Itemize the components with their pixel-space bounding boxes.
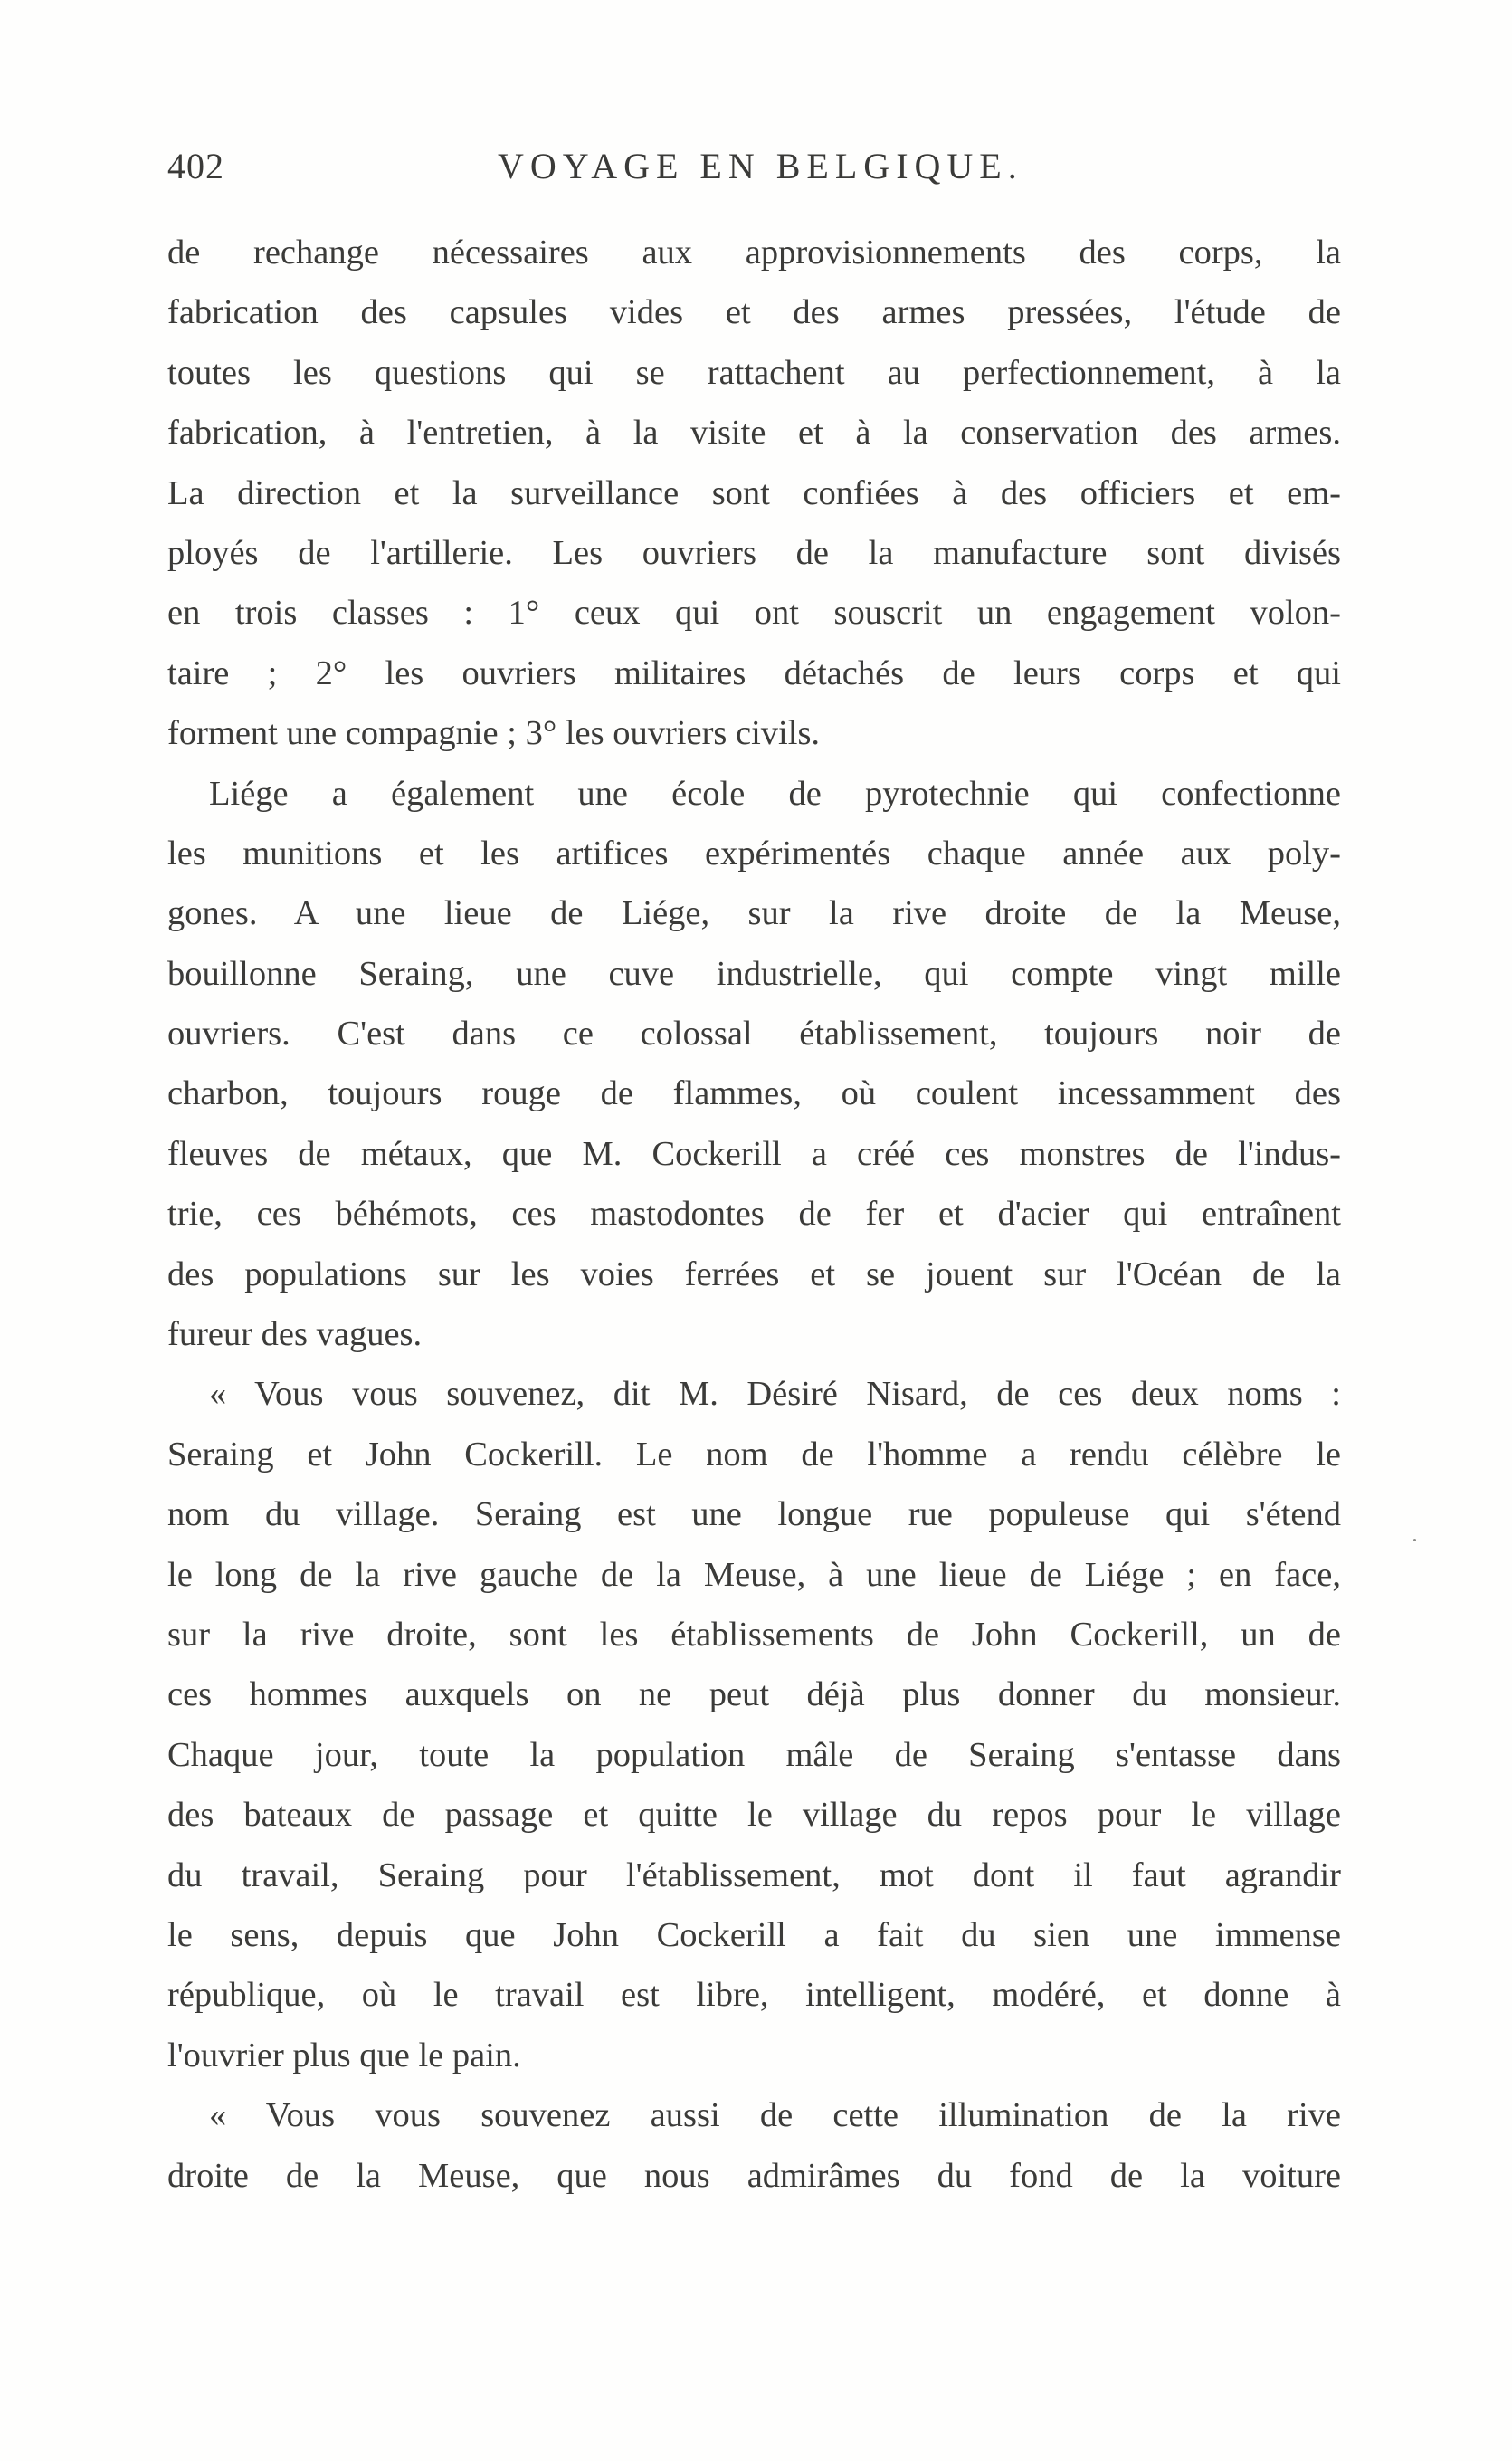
paragraph-manufacture	[167, 223, 1341, 764]
text-line: charbon, toujours rouge de flammes, où coulent incessamment des	[167, 1074, 1341, 1113]
text-line: république, où le travail est libre, intelligent, modéré, et donne à	[167, 1976, 1341, 2015]
text-line: droite de la Meuse, que nous admirâmes du fond de la voiture	[167, 2156, 1341, 2195]
text-line: fureur des vagues.	[167, 1315, 423, 1354]
text-line: en trois classes : 1° ceux qui ont souscrit un engagement volon-	[167, 594, 1341, 633]
text-line: les munitions et les artifices expérimentés chaque année aux poly-	[167, 834, 1341, 873]
text-line: le long de la rive gauche de la Meuse, à une lieue de Liége ; en face,	[167, 1555, 1341, 1594]
text-line: l'ouvrier plus que le pain.	[167, 2036, 521, 2075]
text-line: forment une compagnie ; 3° les ouvriers civils.	[167, 714, 821, 753]
text-line: le sens, depuis que John Cockerill a fait du sien une immense	[167, 1915, 1341, 1954]
text-line: des populations sur les voies ferrées et se jouent sur l'Océan de la	[167, 1254, 1341, 1293]
text-line: ces hommes auxquels on ne peut déjà plus donner du monsieur.	[167, 1675, 1341, 1714]
text-line: gones. A une lieue de Liége, sur la rive droite de la Meuse,	[167, 894, 1341, 933]
text-line: fabrication des capsules vides et des armes pressées, l'étude de	[167, 293, 1341, 332]
text-line: fleuves de métaux, que M. Cockerill a créé ces monstres de l'indus-	[167, 1134, 1341, 1173]
text-line: Chaque jour, toute la population mâle de Seraing s'entasse dans	[167, 1735, 1341, 1774]
text-line: bouillonne Seraing, une cuve industrielle, qui compte vingt mille	[167, 954, 1341, 993]
text-line: La direction et la surveillance sont confiées à des officiers et em-	[167, 473, 1341, 512]
text-line: ouvriers. C'est dans ce colossal établissement, toujours noir de	[167, 1015, 1341, 1054]
text-line: nom du village. Seraing est une longue rue populeuse qui s'étend	[167, 1495, 1341, 1534]
text-line: « Vous vous souvenez aussi de cette illumination de la rive	[209, 2096, 1341, 2135]
paragraph-illumination	[167, 2085, 1341, 2206]
text-line: fabrication, à l'entretien, à la visite et à la conservation des armes.	[167, 414, 1341, 453]
text-line: ployés de l'artillerie. Les ouvriers de la manufacture sont divisés	[167, 533, 1341, 572]
text-line: taire ; 2° les ouvriers militaires détachés de leurs corps et qui	[167, 653, 1341, 692]
paragraph-pyrotechnie	[167, 764, 1341, 1365]
text-line: de rechange nécessaires aux approvisionnements des corps, la	[167, 234, 1341, 272]
text-line: des bateaux de passage et quitte le village du repos pour le village	[167, 1796, 1341, 1835]
paragraph-nisard-quote	[167, 1364, 1341, 2085]
running-head	[167, 145, 1344, 199]
body-text	[167, 223, 1341, 2206]
text-line: trie, ces béhémots, ces mastodontes de fer et d'acier qui entraînent	[167, 1195, 1341, 1234]
text-line: Seraing et John Cockerill. Le nom de l'homme a rendu célèbre le	[167, 1435, 1341, 1474]
page-number: 402	[167, 146, 224, 186]
text-line: Liége a également une école de pyrotechnie qui confectionne	[209, 774, 1341, 813]
text-line: toutes les questions qui se rattachent au perfectionnement, à la	[167, 353, 1341, 392]
running-title: VOYAGE EN BELGIQUE.	[498, 146, 1023, 186]
print-speck	[1413, 1539, 1416, 1541]
text-line: du travail, Seraing pour l'établissement, mot dont il faut agrandir	[167, 1855, 1341, 1894]
text-line: « Vous vous souvenez, dit M. Désiré Nisard, de ces deux noms :	[209, 1375, 1341, 1414]
text-line: sur la rive droite, sont les établissements de John Cockerill, un de	[167, 1615, 1341, 1654]
